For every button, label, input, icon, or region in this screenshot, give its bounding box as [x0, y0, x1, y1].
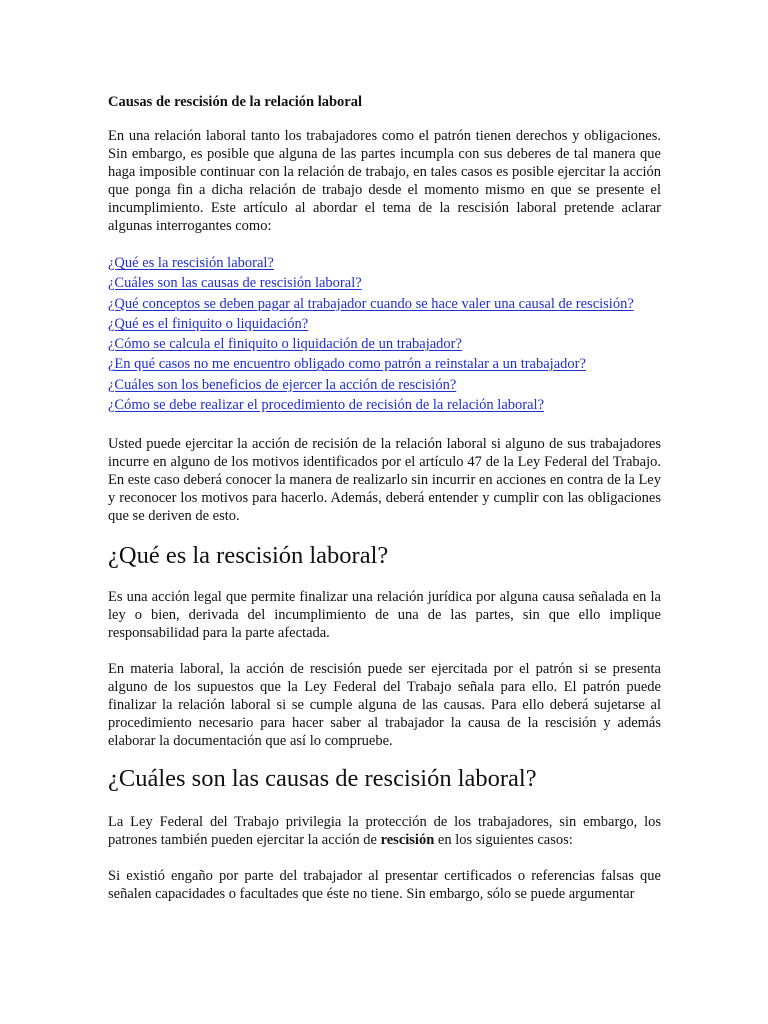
list-item	[108, 315, 634, 335]
section2-p1-text-after: en los siguientes casos:	[434, 832, 573, 848]
link-no-reinstalar[interactable]: ¿En qué casos no me encuentro obligado como patrón a reinstalar a un trabajador?	[108, 356, 586, 373]
section1-paragraph-1: Es una acción legal que permite finalizar una relación jurídica por alguna causa señalada en la ley o bien, derivada del incumplimiento de una de las partes, sin que ello implique responsabilidad para la parte afectada.	[108, 589, 661, 641]
link-finiquito[interactable]: ¿Qué es el finiquito o liquidación?	[108, 315, 309, 332]
section2-paragraph-1	[108, 813, 661, 849]
list-item	[108, 295, 634, 315]
list-item	[108, 355, 634, 375]
section-heading-que-es: ¿Qué es la rescisión laboral?	[108, 542, 389, 569]
section-heading-causas: ¿Cuáles son las causas de rescisión laboral?	[108, 765, 537, 792]
document-title: Causas de rescisión de la relación laboral	[108, 94, 363, 110]
list-item	[108, 274, 634, 294]
section2-paragraph-2: Si existió engaño por parte del trabajador al presentar certificados o referencias falsas que señalen capacidades o facultades que éste no tiene. Sin embargo, sólo se puede argumentar	[108, 868, 661, 902]
section2-p1-text-before: La Ley Federal del Trabajo privilegia la protección de los trabajadores, sin embargo, los patrones también pueden ejercitar la acción de	[108, 814, 661, 848]
link-conceptos-pagar[interactable]: ¿Qué conceptos se deben pagar al trabajador cuando se hace valer una causal de rescisión?	[108, 295, 634, 312]
link-causas-rescision[interactable]: ¿Cuáles son las causas de rescisión laboral?	[108, 275, 362, 292]
body-paragraph: Usted puede ejercitar la acción de recisión de la relación laboral si alguno de sus trabajadores incurre en alguno de los motivos identificados por el artículo 47 de la Ley Federal del Trabajo. En este caso deberá conocer la manera de realizarlo sin incurrir en acciones en contra de la Ley y reconocer los motivos para hacerlo. Además, deberá entender y cumplir con las obligaciones que se deriven de esto.	[108, 436, 661, 524]
link-calcular-finiquito[interactable]: ¿Cómo se calcula el finiquito o liquidación de un trabajador?	[108, 336, 462, 353]
list-item	[108, 254, 634, 274]
question-link-list	[108, 254, 634, 416]
list-item	[108, 396, 634, 416]
intro-paragraph: En una relación laboral tanto los trabajadores como el patrón tienen derechos y obligaciones. Sin embargo, es posible que alguna de las partes incumpla con sus deberes de tal manera que haga imposible continuar con la relación de trabajo, en tales casos es posible ejercitar la acción que ponga fin a dicha relación de trabajo desde el momento mismo en que se presente el incumplimiento. Este artículo al abordar el tema de la rescisión laboral pretende aclarar algunas interrogantes como:	[108, 128, 661, 234]
link-beneficios[interactable]: ¿Cuáles son los beneficios de ejercer la acción de rescisión?	[108, 376, 457, 393]
list-item	[108, 376, 634, 396]
link-que-es-rescision[interactable]: ¿Qué es la rescisión laboral?	[108, 255, 274, 271]
link-procedimiento[interactable]: ¿Cómo se debe realizar el procedimiento de recisión de la relación laboral?	[108, 397, 545, 414]
list-item	[108, 335, 634, 355]
section1-paragraph-2: En materia laboral, la acción de rescisión puede ser ejercitada por el patrón si se presenta alguno de los supuestos que la Ley Federal del Trabajo señala para ello. El patrón puede finalizar la relación laboral si se cumple alguna de las causas. Para ello deberá sujetarse al procedimiento necesario para hacer saber al trabajador la causa de la rescisión y además elaborar la documentación que así lo compruebe.	[108, 661, 661, 749]
section2-p1-bold-rescision: rescisión	[380, 832, 435, 848]
